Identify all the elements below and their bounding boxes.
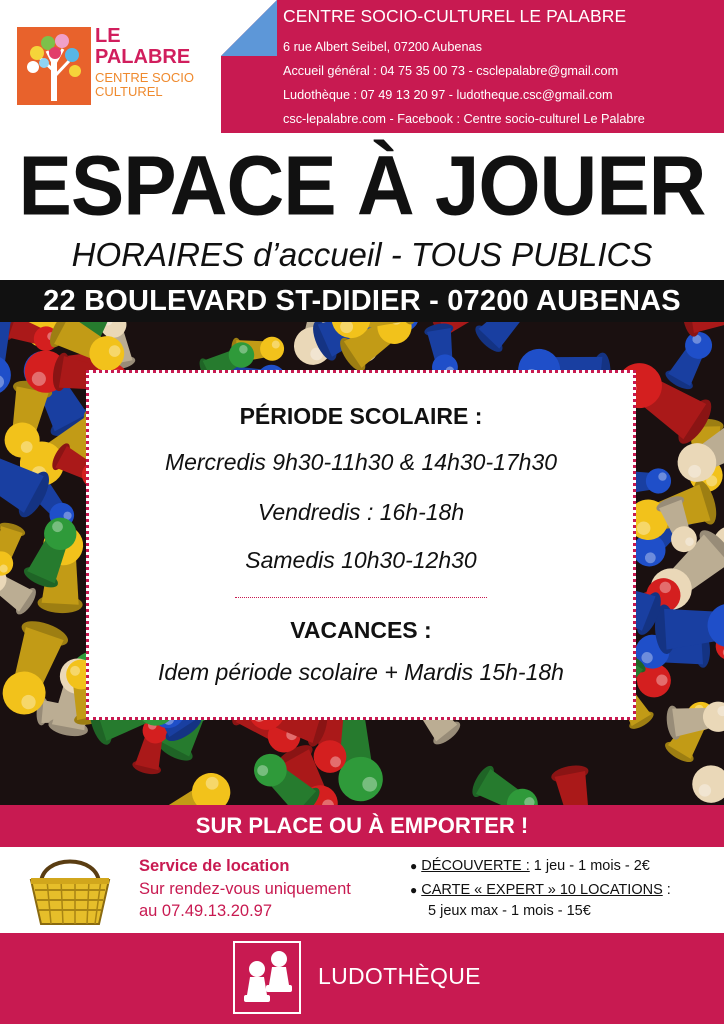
offer-label: CARTE « EXPERT » 10 LOCATIONS [421, 882, 663, 898]
logo-sub-line1: CENTRE SOCIO [95, 70, 194, 85]
holidays-hours-line: Idem période scolaire + Mardis 15h-18h [158, 659, 564, 685]
tree-logo-icon [17, 27, 91, 105]
ludotheque-label: LUDOTHÈQUE [318, 963, 481, 989]
bullet-icon: ● [410, 859, 418, 873]
logo [17, 27, 91, 105]
basket-icon [27, 850, 113, 930]
onsite-or-takeaway-banner: SUR PLACE OU À EMPORTER ! [0, 805, 724, 847]
offer-text: : [662, 882, 671, 898]
divider [235, 597, 487, 598]
logo-sub-line2: CULTUREL [95, 84, 163, 99]
bullet-icon: ● [410, 883, 418, 897]
rental-appointment-note: Sur rendez-vous uniquement [139, 880, 351, 898]
school-hours-line: Mercredis 9h30-11h30 & 14h30-17h30 [164, 449, 558, 475]
header-title: CENTRE SOCIO-CULTUREL LE PALABRE [283, 6, 627, 26]
logo-name-line1: LE [95, 25, 121, 47]
header-address: 6 rue Albert Seibel, 07200 Aubenas [283, 40, 482, 54]
pawn [550, 763, 601, 805]
holidays-title: VACANCES : [290, 617, 432, 643]
header-web: csc-lepalabre.com - Facebook : Centre socio-culturel Le Palabre [283, 112, 645, 126]
offer-decouverte [410, 858, 650, 874]
rental-phone: au 07.49.13.20.97 [139, 902, 273, 920]
offer-label: DÉCOUVERTE : [421, 858, 530, 874]
pawns-icon [233, 941, 301, 1014]
offer-expert-details: 5 jeux max - 1 mois - 15€ [428, 903, 591, 919]
header-accueil: Accueil général : 04 75 35 00 73 - csclepalabre@gmail.com [283, 64, 619, 78]
header-accent-triangle [221, 0, 277, 56]
pawn [0, 520, 27, 579]
school-hours-line: Samedis 10h30-12h30 [245, 547, 477, 573]
offer-text: 1 jeu - 1 mois - 2€ [529, 858, 650, 874]
school-hours-line: Vendredis : 16h-18h [257, 499, 465, 525]
logo-name-line2: PALABRE [95, 46, 191, 68]
page-title: ESPACE À JOUER [18, 138, 706, 233]
logo-name [95, 26, 190, 68]
pawn [468, 763, 544, 805]
offer-expert [410, 882, 671, 898]
pawn [692, 762, 724, 805]
address-bar: 22 BOULEVARD ST-DIDIER - 07200 AUBENAS [0, 280, 724, 322]
header-ludotheque: Ludothèque : 07 49 13 20 97 - ludotheque.csc@gmail.com [283, 88, 613, 102]
page-subtitle: HORAIRES d’accueil - TOUS PUBLICS [71, 236, 653, 273]
school-period-title: PÉRIODE SCOLAIRE : [239, 403, 483, 429]
rental-service-title: Service de location [139, 857, 290, 875]
pawn [663, 326, 719, 393]
logo-subtitle [95, 71, 194, 99]
opening-hours-box [86, 370, 636, 720]
header [0, 0, 724, 133]
